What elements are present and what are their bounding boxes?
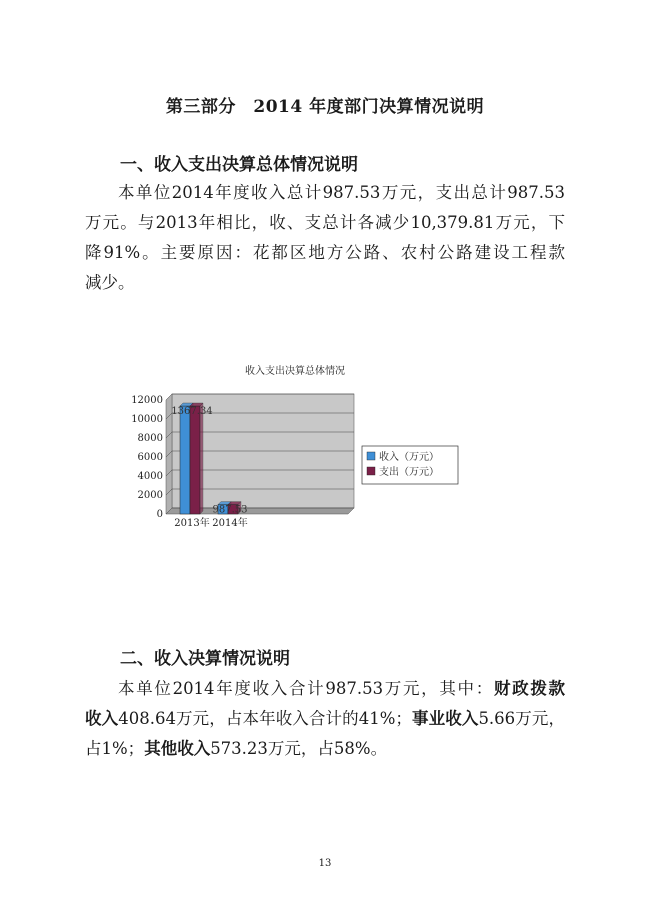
chart-canvas (110, 360, 490, 550)
bar-side (200, 403, 203, 514)
bold-term: 事业收入 (411, 709, 479, 728)
section1-line: 减少。 (85, 273, 135, 292)
y-tick-label: 8000 (137, 433, 163, 444)
bold-term: 其他收入 (144, 739, 211, 758)
text-run: 本单位2014年度收入合计987.53万元，其中： (118, 679, 494, 698)
text-run: 573.23万元，占58%。 (210, 739, 388, 758)
y-tick-label: 4000 (137, 471, 163, 482)
section2-line-3 (85, 734, 565, 764)
y-tick-label: 6000 (137, 452, 163, 463)
section1-paragraph (85, 178, 565, 298)
legend-label: 收入（万元） (379, 452, 439, 463)
bar (180, 406, 190, 514)
legend-swatch (367, 452, 375, 460)
y-tick-label: 12000 (131, 395, 163, 406)
chart-title: 收入支出决算总体情况 (245, 366, 345, 377)
page-title: 第三部分 2014 年度部门决算情况说明 (165, 97, 485, 117)
section1-line: 降91%。主要原因：花都区地方公路、农村公路建设工程款 (85, 243, 565, 262)
y-tick-label: 2000 (137, 490, 163, 501)
section2-line-2 (85, 704, 565, 734)
y-tick-label: 0 (156, 509, 163, 520)
section2-line-1 (85, 674, 565, 704)
bold-term: 收入 (85, 709, 119, 728)
section1-heading: 一、收入支出决算总体情况说明 (120, 155, 358, 175)
legend-swatch (367, 467, 375, 475)
text-run: 占1%； (85, 739, 145, 758)
section1-line: 万元。与2013年相比，收、支总计各减少10,379.81万元，下 (85, 213, 565, 232)
data-label: 1367.34 (171, 406, 213, 418)
section2-heading: 二、收入决算情况说明 (120, 649, 290, 669)
section2-paragraph (85, 674, 565, 764)
text-run: 408.64万元，占本年收入合计的41%； (118, 709, 412, 728)
income-expense-chart (110, 360, 490, 550)
text-run: 5.66万元， (478, 709, 565, 728)
x-tick-label: 2014年 (212, 518, 248, 529)
data-label: 987.53 (212, 504, 248, 516)
y-tick-label: 10000 (131, 414, 163, 425)
x-tick-label: 2013年 (174, 518, 210, 529)
bold-term: 财政拨款 (493, 679, 566, 698)
bar (190, 406, 200, 514)
legend-label: 支出（万元） (379, 467, 439, 478)
page-number: 13 (318, 858, 332, 869)
section1-line: 本单位2014年度收入总计987.53万元，支出总计987.53 (118, 183, 565, 202)
